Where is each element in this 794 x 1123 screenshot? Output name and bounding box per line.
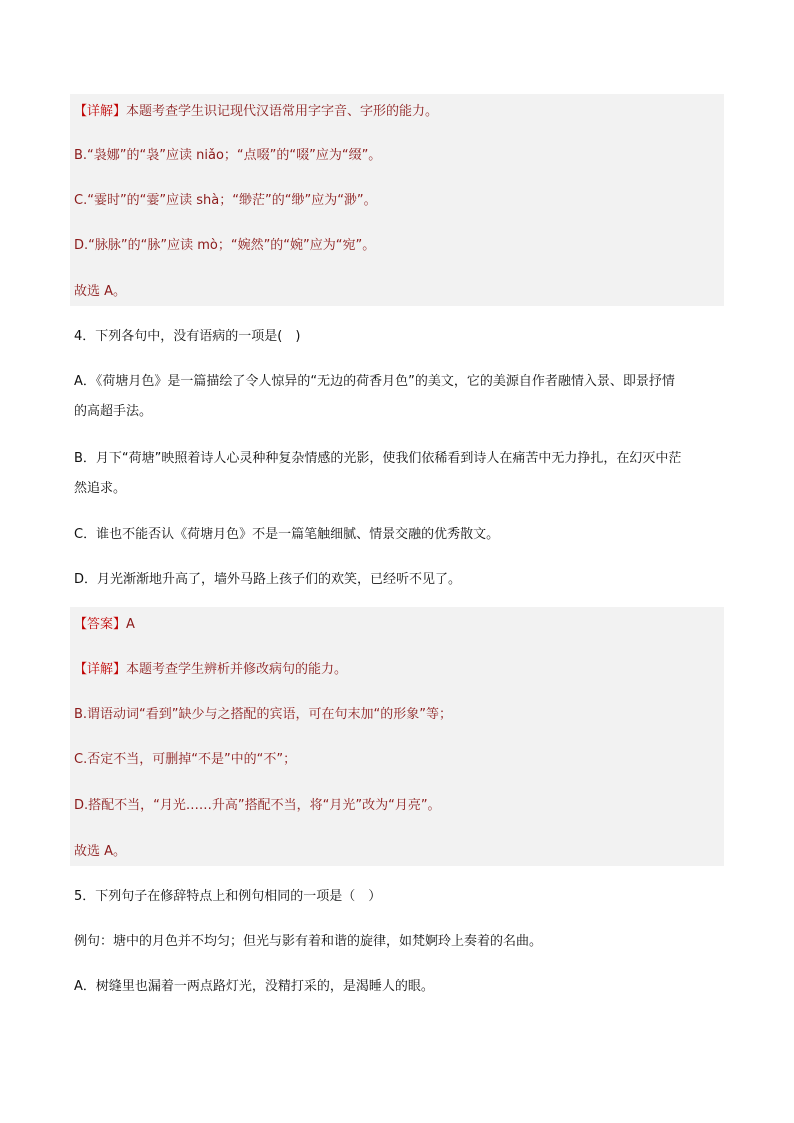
detail-tag: 【详解】	[74, 662, 127, 677]
detail-tag: 【详解】	[74, 104, 127, 119]
question-4-stem: 4．下列各句中，没有语病的一项是( )	[74, 329, 301, 344]
question-5-example: 例句：塘中的月色并不均匀；但光与影有着和谐的旋律，如梵婀玲上奏着的名曲。	[74, 934, 543, 949]
conclusion-line: 故选 A。	[74, 284, 127, 299]
explanation-line-c: C.否定不当，可删掉“不是”中的“不”；	[74, 752, 297, 767]
detail-text: 本题考查学生辨析并修改病句的能力。	[126, 662, 348, 677]
detail-line	[70, 660, 724, 680]
explanation-line-c: C.“霎时”的“霎”应读 shà；“缈茫”的“缈”应为“渺”。	[74, 193, 377, 208]
question-4-option-a-line-2: 的高超手法。	[74, 404, 153, 419]
question-4-option-b-line-1: B．月下“荷塘”映照着诗人心灵种种复杂情感的光影，使我们依稀看到诗人在痛苦中无力挣扎，在幻灭中茫	[74, 451, 682, 466]
question-5-stem: 5．下列句子在修辞特点上和例句相同的一项是（ ）	[74, 889, 382, 904]
explanation-line-b: B.谓语动词“看到”缺少与之搭配的宾语，可在句末加“的形象”等；	[74, 707, 452, 722]
question-4-option-a-line-1: A．《荷塘月色》是一篇描绘了令人惊异的“无边的荷香月色”的美文，它的美源自作者融情入景、即景抒情	[74, 374, 675, 389]
question-4-option-c: C．谁也不能否认《荷塘月色》不是一篇笔触细腻、情景交融的优秀散文。	[74, 527, 500, 542]
conclusion-line: 故选 A。	[74, 844, 127, 859]
question-5-option-a: A．树缝里也漏着一两点路灯光，没精打采的，是渴睡人的眼。	[74, 979, 434, 994]
answer-tag: 【答案】	[74, 617, 127, 632]
question-4-option-b-line-2: 然追求。	[74, 481, 127, 496]
detail-text: 本题考查学生识记现代汉语常用字字音、字形的能力。	[126, 104, 439, 119]
question-4-option-d: D．月光渐渐地升高了，墙外马路上孩子们的欢笑，已经听不见了。	[74, 572, 462, 587]
explanation-line-b: B.“袅娜”的“袅”应读 niǎo；“点啜”的“啜”应为“缀”。	[74, 148, 382, 163]
explanation-line-d: D.搭配不当，“月光……升高”搭配不当，将“月光”改为“月亮”。	[74, 798, 441, 813]
answer-line	[70, 615, 724, 635]
explanation-block-2	[70, 607, 724, 866]
answer-value: A	[126, 617, 135, 632]
detail-line	[70, 102, 724, 122]
explanation-line-d: D.“脉脉”的“脉”应读 mò；“婉然”的“婉”应为“宛”。	[74, 238, 376, 253]
